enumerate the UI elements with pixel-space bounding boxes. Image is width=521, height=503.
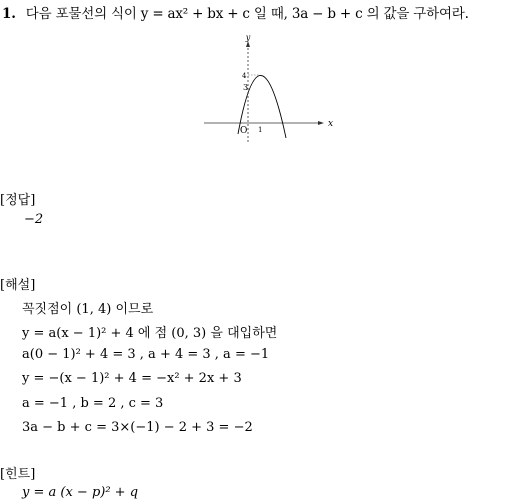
solution-line-4: y = −(x − 1)² + 4 = −x² + 2x + 3 xyxy=(22,371,242,386)
solution-line-3: a(0 − 1)² + 4 = 3 , a + 4 = 3 , a = −1 xyxy=(22,347,270,362)
x-mark-1: 1 xyxy=(258,126,263,134)
y-axis-label: y xyxy=(245,33,251,42)
y-mark-4: 4 xyxy=(242,72,247,80)
x-axis-arrow-icon xyxy=(318,121,324,125)
solution-label: [해설] xyxy=(0,278,36,293)
hint-formula: y = a (x − p)² + q xyxy=(22,485,139,500)
parabola-graph xyxy=(200,30,340,145)
answer-label: [정답] xyxy=(0,193,36,208)
origin-label: O xyxy=(240,126,248,136)
solution-line-2: y = a(x − 1)² + 4 에 점 (0, 3) 을 대입하면 xyxy=(22,326,278,341)
y-mark-3: 3 xyxy=(243,83,249,92)
x-axis-label: x xyxy=(328,119,334,129)
question-text: 다음 포물선의 식이 y = ax² + bx + c 일 때, 3a − b + c 의 값을 구하여라. xyxy=(25,6,469,22)
question-line xyxy=(2,2,469,22)
question-number: 1. xyxy=(2,6,16,22)
answer-value: −2 xyxy=(24,212,44,227)
solution-line-5: a = −1 , b = 2 , c = 3 xyxy=(22,396,164,411)
hint-label: [힌트] xyxy=(0,467,36,482)
solution-line-6: 3a − b + c = 3×(−1) − 2 + 3 = −2 xyxy=(22,420,253,435)
solution-line-1: 꼭짓점이 (1, 4) 이므로 xyxy=(22,302,154,317)
